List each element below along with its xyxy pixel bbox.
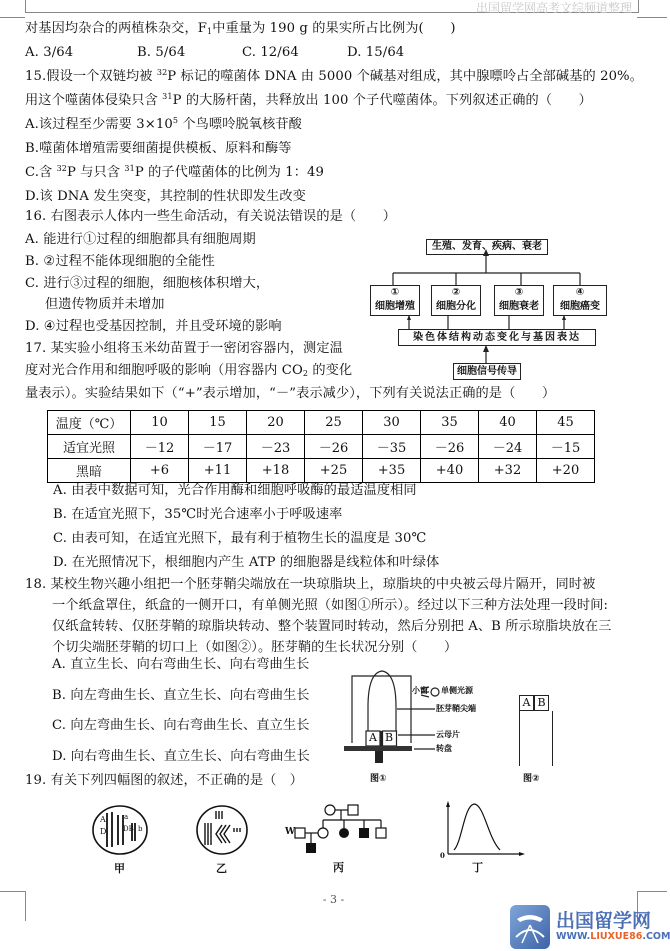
q17-stem-line3: 量表示）。实验结果如下（“+”表示增加，“－”表示减少），下列有关说法正确的是（ ）	[25, 386, 556, 401]
table-cell: 20	[247, 411, 305, 435]
figure1-apparatus	[340, 665, 515, 785]
q19-figure-jia	[90, 803, 150, 878]
q18-option-b[interactable]: B. 向左弯曲生长、直立生长、向右弯曲生长	[52, 688, 310, 703]
q16-diagram	[360, 235, 660, 385]
diagram-box-2: ② 细胞分化	[431, 285, 481, 316]
table-cell: 40	[479, 411, 537, 435]
table-cell: +11	[189, 459, 247, 483]
table-cell: 25	[305, 411, 363, 435]
fig1-tip-label: 胚芽鞘尖端	[436, 704, 476, 713]
header-rule-right	[637, 17, 667, 18]
turntable	[344, 746, 412, 751]
fig1-mica-label: 云母片	[436, 730, 460, 739]
diagram-top-box: 生殖、发育、疾病、衰老	[426, 239, 548, 255]
jia-label-A: A	[100, 815, 106, 824]
table-cell: －17	[189, 435, 247, 459]
q16-option-b[interactable]: B. ②过程不能体现细胞的全能性	[25, 254, 215, 269]
q15-option-c[interactable]: C.含 $^{32}$P 与只含 $^{31}$P 的子代噬菌体的比例为 1：49	[25, 164, 325, 180]
logo-icon	[510, 905, 554, 951]
q18-option-d[interactable]: D. 向右弯曲生长、直立生长、向右弯曲生长	[52, 749, 310, 764]
table-cell: 10	[131, 411, 189, 435]
table-cell: 15	[189, 411, 247, 435]
table-cell: +25	[305, 459, 363, 483]
table-header-label: 温度（℃）	[48, 411, 131, 435]
bing-caption: 丙	[333, 861, 344, 874]
q19-figure-ding	[438, 798, 528, 878]
q17-option-c[interactable]: C. 由表可知，在适宜光照下，最有利于植物生长的温度是 30℃	[53, 531, 427, 546]
diagram-box-1: ① 细胞增殖	[370, 285, 420, 316]
fig1-block-b-label: B	[385, 731, 394, 744]
q15-option-a[interactable]: A.该过程至少需要 $3\times 10^5$ 个鸟嘌呤脱氧核苷酸	[25, 116, 302, 132]
table-cell: －12	[131, 435, 189, 459]
footer-rule-right-h	[637, 891, 667, 892]
q17-option-d[interactable]: D. 在光照情况下，根细胞内产生 ATP 的细胞器是线粒体和叶绿体	[53, 555, 440, 570]
q18-stem-line3: 仅纸盒转转、仅胚芽鞘的琼脂块转动、整个装置同时转动，然后分别把 A、B 所示琼脂块放在三	[52, 619, 612, 634]
jia-label-b: b	[138, 825, 143, 833]
q15-stem-line2: 用这个噬菌体侵染只含 $^{31}$P 的大肠杆菌，共释放出 100 个子代噬菌体。下列叙述正确的（ ）	[25, 92, 592, 108]
q17-stem-line1: 17. 某实验小组将玉米幼苗置于一密闭容器内，测定温	[25, 341, 343, 356]
q14-option-a[interactable]: A. 3/64	[25, 45, 74, 60]
header-watermark: 出国留学网高考文综频道整理	[475, 1, 632, 15]
table-cell: 45	[537, 411, 595, 435]
q14-option-b[interactable]: B. 5/64	[137, 45, 186, 60]
q15-option-b[interactable]: B.噬菌体增殖需要细菌提供模板、原料和酶等	[25, 141, 292, 156]
table-cell: +6	[131, 459, 189, 483]
q19-figure-yi	[192, 803, 252, 878]
bing-label-W: W	[285, 827, 296, 837]
logo-text[interactable]: 出国留学网	[556, 910, 652, 932]
table-cell: +40	[421, 459, 479, 483]
table-row	[48, 435, 595, 459]
table-row-label: 黑暗	[48, 459, 131, 483]
bell-curve-graph	[438, 798, 528, 863]
fig2-block-a: A	[519, 695, 534, 711]
table-cell: －24	[479, 435, 537, 459]
table-cell: －15	[537, 435, 595, 459]
cell-meiosis-yi	[192, 803, 252, 858]
table-cell: +18	[247, 459, 305, 483]
table-cell: 30	[363, 411, 421, 435]
q19-figure-bing	[278, 798, 398, 878]
q17-data-table	[47, 410, 595, 483]
q16-option-c[interactable]: C. 进行③过程的细胞，细胞核体积增大，	[25, 276, 270, 291]
table-cell: －26	[305, 435, 363, 459]
q17-stem-line2: 度对光合作用和细胞呼吸的影响（用容器内 $CO_2$ 的变化	[25, 363, 353, 378]
q14-option-c[interactable]: C. 12/64	[242, 45, 299, 60]
table-row	[48, 459, 595, 483]
jia-caption: 甲	[114, 862, 125, 875]
diagram-middle-box: 染色体结构动态变化与基因表达	[398, 329, 596, 346]
yi-caption: 乙	[216, 862, 227, 875]
q17-option-b[interactable]: B. 在适宜光照下，35℃时光合速率小于呼吸速率	[53, 507, 343, 522]
q18-option-a[interactable]: A. 直立生长、向右弯曲生长、向右弯曲生长	[52, 657, 310, 672]
q18-stem-line2: 一个纸盒罩住，纸盒的一侧开口，有单侧光照（如图①所示）。经过以下三种方法处理一段时间:	[52, 598, 609, 613]
q16-option-d[interactable]: D. ④过程也受基因控制，并且受环境的影响	[25, 319, 282, 334]
logo-url[interactable]: WWW.LIUXUE86.COM	[556, 931, 670, 942]
diagram-box-4: ④ 细胞癌变	[553, 285, 607, 316]
fig1-turntable-label: 转盘	[436, 744, 452, 753]
q18-stem-line1: 18. 某校生物兴趣小组把一个胚芽鞘尖端放在一块琼脂块上，琼脂块的中央被云母片隔开，同时被	[25, 577, 596, 592]
diagram-bottom-box: 细胞信号传导	[453, 363, 521, 380]
fig1-light-label: 单侧光源	[441, 686, 473, 695]
q18-figure-1	[340, 665, 515, 785]
q14-stem: 对基因均杂合的两植株杂交，$F_1$中重量为 190 g 的果实所占比例为( )	[25, 21, 456, 36]
table-cell: －23	[247, 435, 305, 459]
header-rule-left	[0, 17, 25, 18]
q18-figure-2	[515, 690, 565, 785]
table-cell: +32	[479, 459, 537, 483]
fig2-coleoptile	[519, 711, 553, 766]
q19-stem: 19. 有关下列四幅图的叙述，不正确的是（ ）	[25, 773, 304, 788]
diagram-box-3: ③ 细胞衰老	[494, 285, 544, 316]
fig1-window-label: 小窗	[412, 686, 428, 695]
q18-option-c[interactable]: C. 向左弯曲生长、向右弯曲生长、直立生长	[52, 718, 310, 733]
table-row-label: 适宜光照	[48, 435, 131, 459]
jia-label-a: a	[124, 813, 129, 821]
table-row	[48, 411, 595, 435]
pedigree-chart	[278, 798, 398, 858]
q15-stem-line1: 15.假设一个双链均被 $^{32}$P 标记的噬菌体 DNA 由 5000 个碱基对组成，其中腺嘌呤占全部碱基的 20%。	[25, 68, 643, 84]
q17-option-a[interactable]: A. 由表中数据可知，光合作用酶和细胞呼吸酶的最适温度相同	[53, 483, 417, 498]
fig2-caption: 图②	[523, 774, 540, 784]
table-cell: －26	[421, 435, 479, 459]
q14-option-d[interactable]: D. 15/64	[347, 45, 405, 60]
table-cell: －35	[363, 435, 421, 459]
q16-option-c-continued: 但遗传物质并未增加	[45, 297, 165, 312]
q16-option-a[interactable]: A. 能进行①过程的细胞都具有细胞周期	[25, 232, 256, 247]
q16-stem: 16. 右图表示人体内一些生命活动，有关说法错误的是（ ）	[25, 209, 397, 224]
jia-label-DB: DB	[123, 825, 134, 833]
footer-rule-left-h	[0, 891, 25, 892]
q15-option-d[interactable]: D.该 DNA 发生突变，其控制的性状即发生改变	[25, 189, 306, 204]
fig2-block-b: B	[534, 695, 549, 711]
ding-origin-label: 0	[440, 851, 445, 860]
fig1-caption: 图①	[370, 774, 387, 784]
jia-label-D: D	[100, 827, 107, 836]
ding-caption: 丁	[472, 861, 483, 874]
table-cell: +35	[363, 459, 421, 483]
table-cell: +20	[537, 459, 595, 483]
q18-stem-line4: 个切尖端胚芽鞘的切口上（如图②）。胚芽鞘的生长状况分别（ ）	[52, 640, 458, 655]
page-number: - 3 -	[322, 893, 345, 906]
table-cell: 35	[421, 411, 479, 435]
fig1-block-a-label: A	[369, 731, 377, 744]
